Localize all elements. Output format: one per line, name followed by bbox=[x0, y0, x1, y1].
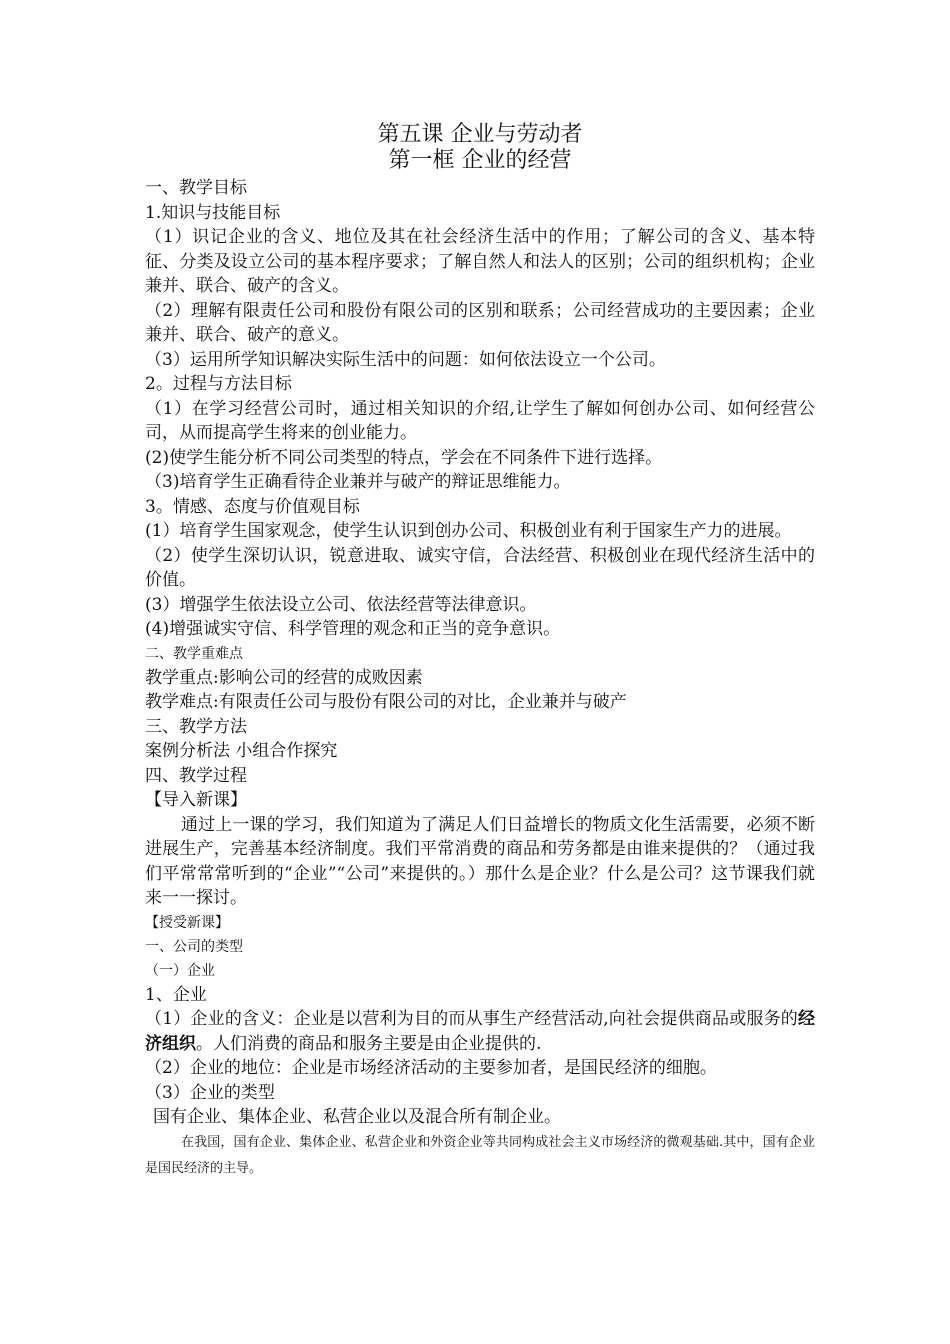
section-title: 第一框 企业的经营 bbox=[388, 148, 572, 173]
enterprise-definition bbox=[145, 1007, 815, 1056]
enterprise-note: 在我国，国有企业、集体企业、私营企业和外资企业等共同构成社会主义市场经济的微观基础.其中，国有企业是国民经济的主导。 bbox=[145, 1134, 815, 1176]
enterprise-definition-tail: 。人们消费的商品和服务主要是由企业提供的. bbox=[196, 1033, 542, 1054]
heading-methods: 三、教学方法 bbox=[145, 716, 247, 737]
heading-key-difficult: 二、教学重难点 bbox=[145, 645, 243, 662]
objective-knowledge-2: （2）理解有限责任公司和股份有限公司的区别和联系；公司经营成功的主要因素；企业兼并、联合、破产的意义。 bbox=[145, 300, 815, 345]
objective-process-1: （1）在学习经营公司时，通过相关知识的介绍,让学生了解如何创办公司、如何经营公司，从而提高学生将来的创业能力。 bbox=[145, 398, 815, 443]
economic-organization-term: 经济组织 bbox=[145, 1009, 815, 1054]
enterprise-types-list: 国有企业、集体企业、私营企业以及混合所有制企业。 bbox=[153, 1107, 561, 1127]
objective-knowledge-3: （3）运用所学知识解决实际生活中的问题：如何依法设立一个公司。 bbox=[145, 349, 666, 370]
objective-process-2: (2)使学生能分析不同公司类型的特点，学会在不同条件下进行选择。 bbox=[145, 447, 663, 468]
introduction-paragraph: 通过上一课的学习，我们知道为了满足人们日益增长的物质文化生活需要，必须不断进展生产，完善基本经济制度。我们平常消费的商品和劳务都是由谁来提供的？（通过我们平常常常听到的“企业”“公司”来提供的。）那什么是企业？什么是公司？这节课我们就来一一探讨。 bbox=[145, 814, 815, 908]
objective-values-3: (3）增强学生依法设立公司、依法经营等法律意识。 bbox=[145, 594, 537, 615]
teaching-methods: 案例分析法 小组合作探究 bbox=[145, 741, 338, 761]
key-point: 教学重点:影响公司的经营的成败因素 bbox=[145, 667, 423, 688]
heading-enterprise: 1、企业 bbox=[145, 984, 207, 1005]
enterprise-status: （2）企业的地位：企业是市场经济活动的主要参加者，是国民经济的细胞。 bbox=[145, 1058, 717, 1078]
document-body bbox=[145, 122, 815, 1182]
enterprise-definition-text: （1）企业的含义：企业是以营利为目的而从事生产经营活动,向社会提供商品或服务的 bbox=[145, 1009, 798, 1029]
objective-values-2: （2）使学生深切认识，锐意进取、诚实守信，合法经营、积极创业在现代经济生活中的价值。 bbox=[145, 545, 815, 590]
heading-process: 四、教学过程 bbox=[145, 765, 247, 786]
heading-knowledge-skills: 1.知识与技能目标 bbox=[145, 202, 281, 223]
heading-company-types: 一、公司的类型 bbox=[145, 938, 243, 955]
objective-knowledge-1: （1）识记企业的含义、地位及其在社会经济生活中的作用；了解公司的含义、基本特征、分类及设立公司的基本程序要求；了解自然人和法人的区别；公司的组织机构；企业兼并、联合、破产的含义。 bbox=[145, 227, 815, 296]
objective-values-1: (1）培育学生国家观念，使学生认识到创办公司、积极创业有利于国家生产力的进展。 bbox=[145, 521, 792, 541]
enterprise-types-heading: （3）企业的类型 bbox=[145, 1082, 275, 1103]
heading-emotion-values: 3。情感、态度与价值观目标 bbox=[145, 496, 360, 517]
heading-new-lesson: 【授受新课】 bbox=[145, 914, 229, 931]
heading-introduction: 【导入新课】 bbox=[145, 790, 247, 810]
difficult-point: 教学难点:有限责任公司与股份有限公司的对比，企业兼并与破产 bbox=[145, 692, 627, 712]
heading-process-method: 2。过程与方法目标 bbox=[145, 374, 292, 394]
heading-objectives: 一、教学目标 bbox=[145, 178, 247, 198]
objective-values-4: (4)增强诚实守信、科学管理的观念和正当的竞争意识。 bbox=[145, 619, 561, 639]
lesson-title: 第五课 企业与劳动者 bbox=[377, 122, 583, 147]
objective-process-3: （3)培育学生正确看待企业兼并与破产的辩证思维能力。 bbox=[145, 472, 571, 492]
heading-enterprise-sub: （一）企业 bbox=[145, 962, 215, 979]
